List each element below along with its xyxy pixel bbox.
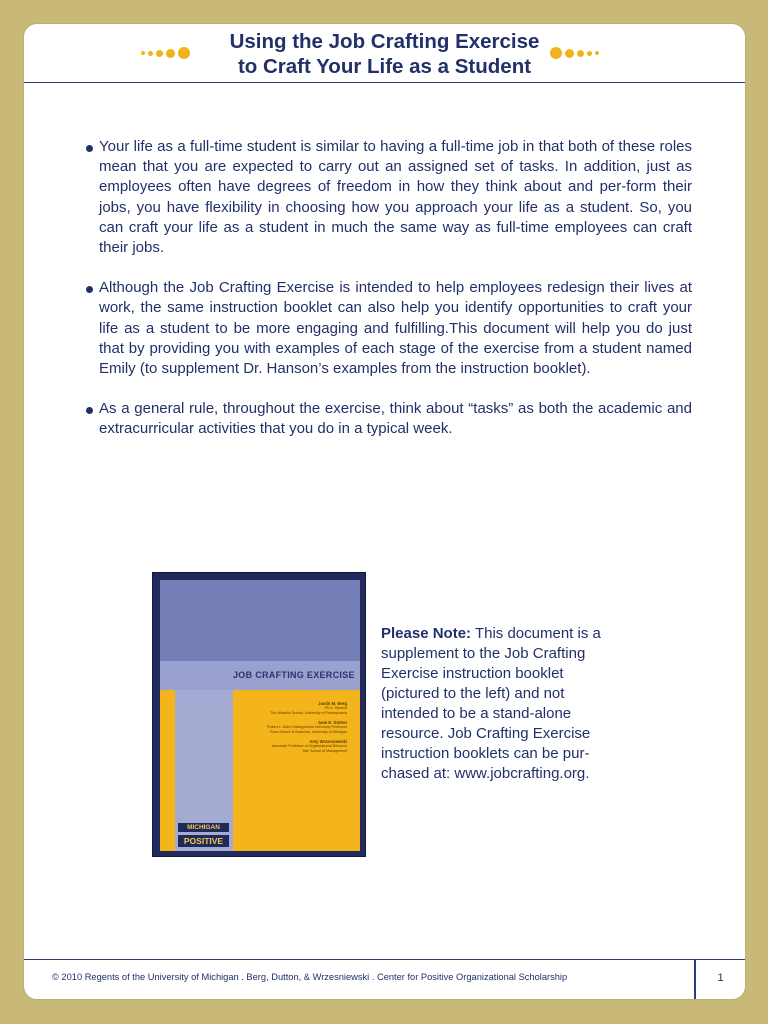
bullet-item (86, 137, 692, 258)
author-detail: Yale School of Management (302, 749, 347, 753)
page-number: 1 (717, 972, 724, 984)
bullet-dot-icon (86, 407, 93, 414)
booklet-authors (237, 697, 347, 754)
booklet-title: JOB CRAFTING EXERCISE (233, 670, 355, 680)
bullet-dot-icon (86, 145, 93, 152)
author-name: Amy Wrzesniewski (309, 739, 347, 744)
decorative-dots-right (550, 46, 599, 60)
note-label: Please Note: (381, 625, 472, 642)
note-text: This document is a supplement to the Job Crafting Exercise instruction booklet (pictured to the left) and not intended to be a stand-alone resource. Job Crafting Exercise instruction booklets can be pur-chased at: www.jobcrafting.org. (381, 625, 601, 782)
page-footer (24, 959, 745, 1000)
bullet-text: Although the Job Crafting Exercise is intended to help employees redesign their lives at work, the same instruction booklet can also help you identify opportunities to craft your life as a student to be more engaging and fulfilling.This document will help you do just that by providing you with examples of each stage of the exercise from a student named Emily (to supplement Dr. Hanson’s examples from the instruction booklet). (99, 279, 692, 378)
bullet-text: Your life as a full-time student is similar to having a full-time job in that both of these roles mean that you are expected to carry out an assigned set of tasks. In addition, just as employees often have degrees of freedom in how they think about and per-form their jobs, you have flexibility in choosing how you approach your life as a student. So, you can craft your life as a student in much the same way as full-time employees can craft their jobs. (99, 138, 692, 257)
bullet-item (86, 399, 692, 439)
booklet-top-block (160, 580, 360, 661)
author-detail: Associate Professor of Organizational Behavior (271, 744, 347, 748)
bullet-list (86, 137, 692, 460)
document-page (23, 23, 746, 1000)
michigan-logo: MICHIGAN (178, 823, 229, 832)
author-detail: Ross School of Business, University of Michigan (270, 730, 347, 734)
bullet-text: As a general rule, throughout the exercise, think about “tasks” as both the academic and extracurricular activities that you do in a typical week. (99, 400, 692, 438)
author-detail: Ph.D. Student (324, 706, 347, 710)
booklet-cover-image (152, 572, 366, 857)
author-name: Jane E. Dutton (317, 720, 347, 725)
title-line-2: to Craft Your Life as a Student (237, 55, 532, 78)
booklet-left-strip (160, 690, 175, 851)
please-note (381, 624, 613, 784)
title-line-1: Using the Job Crafting Exercise (229, 30, 540, 53)
author-detail: The Wharton School, University of Pennsylvania (270, 711, 347, 715)
bullet-dot-icon (86, 286, 93, 293)
page-title (24, 29, 745, 79)
author-detail: Robert L. Kahn Distinguished University Professor (267, 725, 347, 729)
footer-copyright: © 2010 Regents of the University of Michigan . Berg, Dutton, & Wrzesniewski . Center for Positive Organizational Scholarship (52, 972, 568, 982)
page-header (24, 24, 745, 83)
positive-logo: POSITIVE (178, 835, 229, 847)
bullet-item (86, 278, 692, 379)
author-name: Justin M. Berg (318, 701, 347, 706)
